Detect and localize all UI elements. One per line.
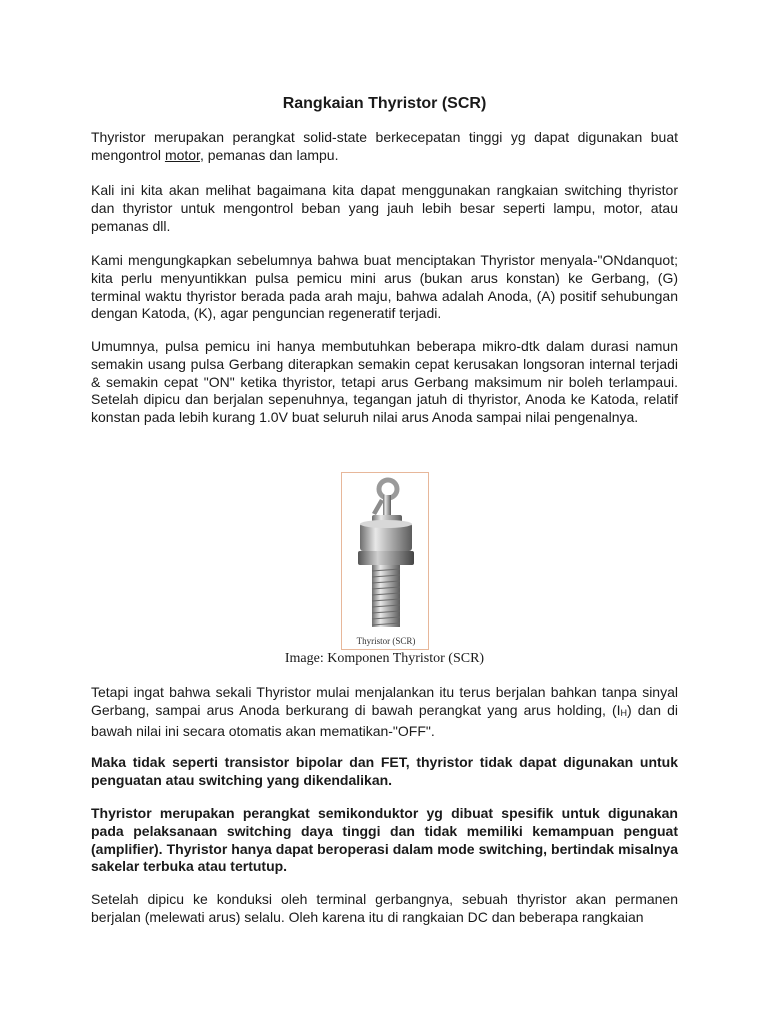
paragraph-3: Kami mengungkapkan sebelumnya bahwa buat menciptakan Thyristor menyala-"ONdanquot; kita perlu menyuntikkan pulsa pemicu mini arus (bukan arus konstan) ke Gerbang, (G) terminal waktu thyristor berada pada arah maju, bahwa adalah Anoda, (A) positif sehubungan dengan Katoda, (K), agar penguncian regeneratif terjadi.	[91, 252, 678, 322]
paragraph-4: Umumnya, pulsa pemicu ini hanya membutuhkan beberapa mikro-dtk dalam durasi namun semakin usang pulsa Gerbang diterapkan semakin cepat kerusakan longsoran internal terjadi & semakin cepat "ON" ketika thyristor, tetapi arus Gerbang maksimum nir boleh terlampaui. Setelah dipicu dan berjalan sepenuhnya, tegangan jatuh di thyristor, Anoda ke Katoda, relatif konstan pada lebih kurang 1.0V buat seluruh nilai arus Anoda sampai nilai pengenalnya.	[91, 338, 678, 426]
paragraph-intro-end: , pemanas dan lampu.	[199, 146, 339, 163]
paragraph-intro-text: Thyristor merupakan perangkat solid-state berkecepatan tinggi yg dapat digunakan buat mengontrol	[91, 129, 678, 163]
thyristor-image-label: Thyristor (SCR)	[356, 636, 416, 646]
thyristor-image	[341, 472, 429, 650]
paragraph-5-end: ) dan di bawah nilai ini secara otomatis akan mematikan-"OFF".	[91, 701, 678, 739]
paragraph-2: Kali ini kita akan melihat bagaimana kita dapat menggunakan rangkaian switching thyristor dan thyristor untuk mengontrol beban yang jauh lebih besar seperti lampu, motor, atau pemanas dll.	[91, 182, 678, 234]
paragraph-intro	[91, 129, 678, 165]
paragraph-5	[91, 684, 678, 740]
image-caption: Image: Komponen Thyristor (SCR)	[284, 651, 485, 666]
paragraph-5-text: Tetapi ingat bahwa sekali Thyristor mulai menjalankan itu terus berjalan bahkan tanpa sinyal Gerbang, sampai arus Anoda berkurang di bawah perangkat yang arus holding, (I	[91, 684, 678, 718]
paragraph-7: Thyristor merupakan perangkat semikonduktor yg dibuat spesifik untuk digunakan pada pelaksanaan switching daya tinggi dan tidak memiliki kemampuan penguat (amplifier). Thyristor hanya dapat beroperasi dalam mode switching, bertindak misalnya sakelar terbuka atau tertutup.	[91, 805, 678, 875]
paragraph-8: Setelah dipicu ke konduksi oleh terminal gerbangnya, sebuah thyristor akan permanen berjalan (melewati arus) selalu. Oleh karena itu di rangkaian DC dan beberapa rangkaian	[91, 891, 678, 925]
holding-current-subscript: H	[620, 707, 627, 718]
motor-link[interactable]: motor	[164, 146, 200, 163]
page-title: Rangkaian Thyristor (SCR)	[282, 95, 487, 112]
paragraph-6: Maka tidak seperti transistor bipolar dan FET, thyristor tidak dapat digunakan untuk penguatan atau switching yang dikendalikan.	[91, 754, 678, 788]
thyristor-illustration	[342, 473, 430, 651]
